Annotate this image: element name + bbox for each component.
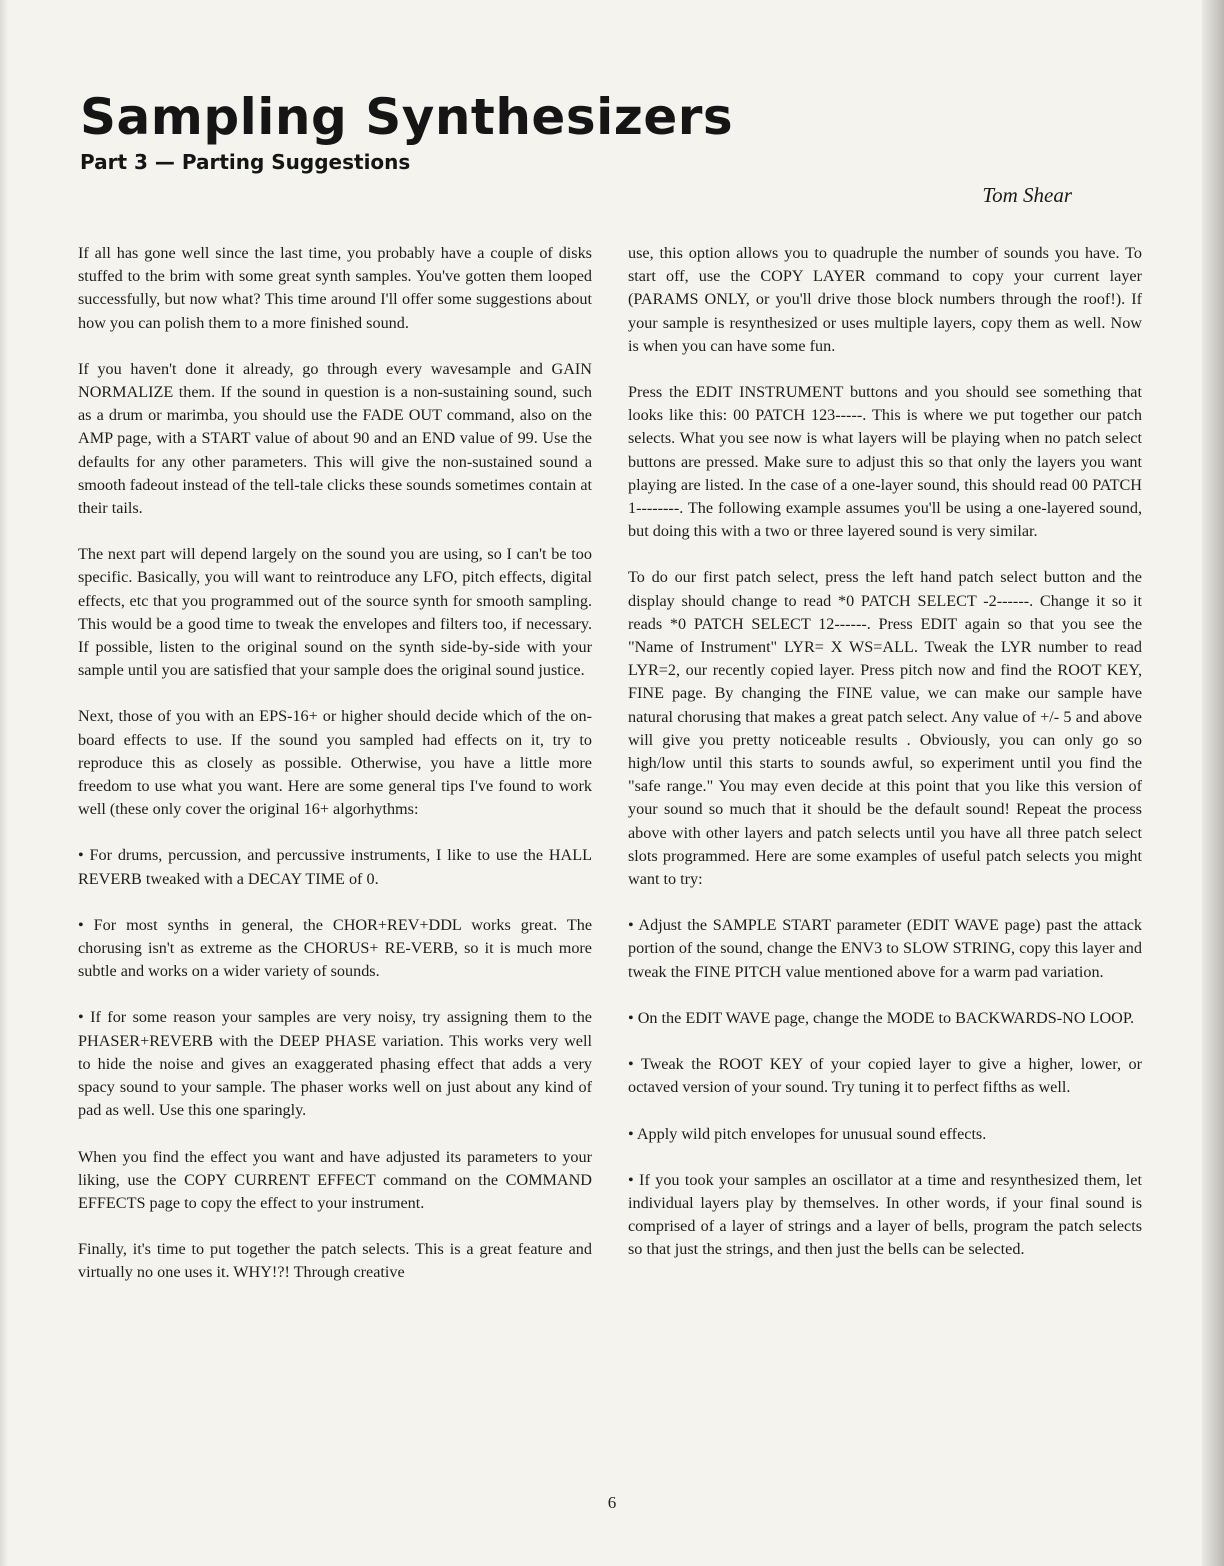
paragraph: Finally, it's time to put together the patch selects. This is a great feature and virtually no one uses it. WHY!?! Through creative (78, 1240, 592, 1282)
paragraph: The next part will depend largely on the sound you are using, so I can't be too specific. Basically, you will want to reintroduce any LFO, pitch effects, digital effects, etc that you programmed out of the source synth for smooth sampling. This would be a good time to tweak the envelopes and filters too, if necessary. If possible, listen to the original sound on the synth side-by-side with your sample until you are satisfied that your sample does the original sound justice. (78, 545, 592, 680)
article-subtitle: Part 3 — Parting Suggestions (80, 150, 411, 174)
paragraph: When you find the effect you want and have adjusted its parameters to your liking, use the COPY CURRENT EFFECT command on the COMMAND EFFECTS page to copy the effect to your instrument. (78, 1147, 592, 1212)
paragraph: use, this option allows you to quadruple the number of sounds you have. To start off, use the COPY LAYER command to copy your current layer (PARAMS ONLY, or you'll drive those block numbers through the roof!). If your sample is resynthesized or uses multiple layers, copy them as well. Now is when you can have some fun. (628, 244, 1142, 355)
bullet-paragraph: • Tweak the ROOT KEY of your copied layer to give a higher, lower, or octaved version of your sound. Try tuning it to perfect fifths as well. (628, 1055, 1142, 1097)
paragraph: If all has gone well since the last time, you probably have a couple of disks stuffed to the brim with some great synth samples. You've gotten them looped successfully, but now what? This time around I'll offer some suggestions about how you can polish them to a more finished sound. (78, 244, 592, 332)
page-binding-shadow (1202, 0, 1224, 1566)
article-author: Tom Shear (982, 183, 1072, 207)
page-number: 6 (607, 1493, 617, 1512)
bullet-paragraph: • If you took your samples an oscillator at a time and resynthesized them, let individual layers play by themselves. In other words, if your final sound is comprised of a layer of strings and a layer of bells, program the patch selects so that just the strings, and then just the bells can be selected. (628, 1170, 1142, 1259)
bullet-paragraph: • Adjust the SAMPLE START parameter (EDIT WAVE page) past the attack portion of the sound, change the ENV3 to SLOW STRING, copy this layer and tweak the FINE PITCH value mentioned above for a warm pad variation. (628, 916, 1142, 981)
bullet-paragraph: • For drums, percussion, and percussive instruments, I like to use the HALL REVERB tweaked with a DECAY TIME of 0. (78, 846, 592, 888)
page-left-edge (0, 0, 8, 1566)
bullet-paragraph: • For most synths in general, the CHOR+REV+DDL works great. The chorusing isn't as extreme as the CHORUS+ RE-VERB, so it is much more subtle and works on a wider variety of sounds. (78, 915, 592, 981)
left-column (78, 242, 592, 1308)
article-title: Sampling Synthesizers (80, 88, 734, 146)
paragraph: If you haven't done it already, go through every wavesample and GAIN NORMALIZE them. If the sound in question is a non-sustaining sound, such as a drum or marimba, you should use the FADE OUT command, also on the AMP page, with a START value of about 90 and an END value of 99. Use the defaults for any other parameters. This will give the non-sustained sound a smooth fadeout instead of the tell-tale clicks these sounds sometimes contain at their tails. (78, 359, 592, 518)
bullet-paragraph: • If for some reason your samples are very noisy, try assigning them to the PHASER+REVERB with the DEEP PHASE variation. This works very well to hide the noise and gives an exaggerated phasing effect that adds a very spacy sound to your sample. The phaser works well on just about any kind of pad as well. Use this one sparingly. (78, 1008, 592, 1120)
bullet-paragraph: • Apply wild pitch envelopes for unusual sound effects. (628, 1124, 987, 1143)
paragraph: To do our first patch select, press the left hand patch select button and the display should change to read *0 PATCH SELECT -2------. Change it so it reads *0 PATCH SELECT 12------. Press EDIT again so that you see the "Name of Instrument" LYR= X WS=ALL. Tweak the LYR number to read LYR=2, our recently copied layer. Press pitch now and find the ROOT KEY, FINE page. By changing the FINE value, we can make our sample have natural chorusing that makes a great patch select. Any value of +/- 5 and above will give you pretty noticeable results . Obviously, you can only go so high/low until this starts to sounds awful, so experiment until you find the "safe range." You may even decide at this point that you like this version of your sound so much that it should be the default sound! Repeat the process above with other layers and patch selects until you have all three patch select slots programmed. Here are some examples of useful patch selects you might want to try: (628, 568, 1142, 889)
paragraph: Next, those of you with an EPS-16+ or higher should decide which of the on-board effects to use. If the sound you sampled had effects on it, try to reproduce this as closely as possible. Otherwise, you have a little more freedom to use what you want. Here are some general tips I've found to work well (these only cover the original 16+ algorhythms: (78, 707, 592, 819)
paragraph: Press the EDIT INSTRUMENT buttons and you should see something that looks like this: 00 PATCH 123-----. This is where we put together our patch selects. What you see now is what layers will be playing when no patch select buttons are pressed. Make sure to adjust this so that only the layers you want playing are listed. In the case of a one-layer sound, this should read 00 PATCH 1--------. The following example assumes you'll be using a one-layered sound, but doing this with a two or three layered sound is very similar. (628, 383, 1142, 541)
bullet-paragraph: • On the EDIT WAVE page, change the MODE to BACKWARDS-NO LOOP. (628, 1008, 1135, 1027)
right-column (628, 242, 1142, 1285)
